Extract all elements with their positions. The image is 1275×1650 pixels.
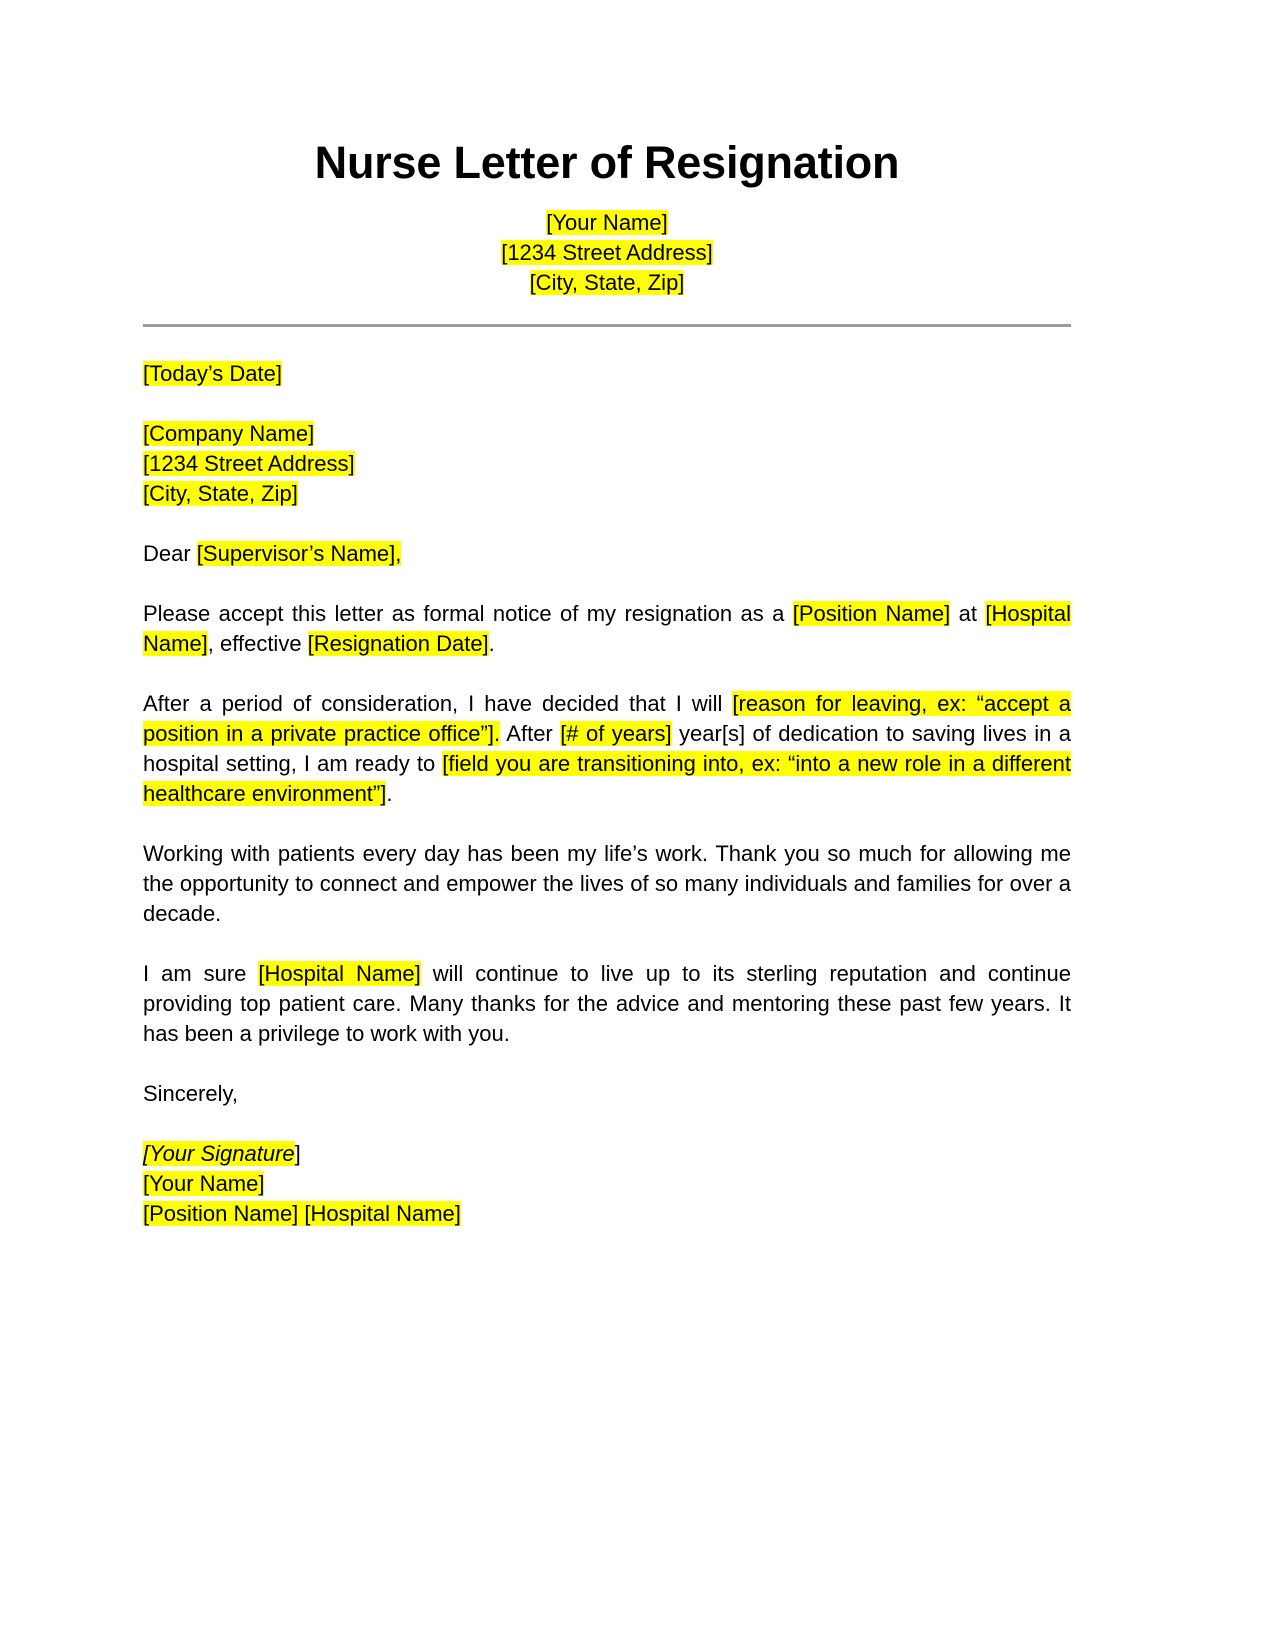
p4-hospital-name: [Hospital Name] — [258, 961, 421, 987]
spacer-after-date — [143, 389, 1071, 419]
p1-position-name: [Position Name] — [792, 601, 951, 627]
spacer-after-salutation — [143, 569, 1071, 599]
salutation-greeting: Dear — [143, 541, 197, 567]
spacer-after-recipient — [143, 509, 1071, 539]
spacer-after-paragraph-1 — [143, 659, 1071, 689]
sender-name-line — [143, 208, 1071, 238]
p1-resignation-date: [Resignation Date] — [307, 631, 489, 657]
recipient-company-line — [143, 419, 1071, 449]
p2-seg1: After a period of consideration, I have decided that I will — [143, 691, 733, 717]
todays-date: [Today’s Date] — [143, 361, 283, 387]
your-signature: [Your Signature — [143, 1141, 295, 1167]
recipient-company: [Company Name] — [143, 421, 315, 447]
salutation — [143, 539, 1071, 569]
p1-hospital-name: [Hospital Name] — [143, 601, 1071, 657]
paragraph-gratitude: Working with patients every day has been my life’s work. Thank you so much for allowing me the opportunity to connect and empower the lives of so many individuals and families for over a decade. — [143, 841, 1071, 927]
p4-seg1: I am sure — [143, 961, 259, 987]
p2-field-transitioning-into: [field you are transitioning into, ex: “into a new role in a different healthcare environment”] — [143, 751, 1071, 807]
sender-city-state-zip: [City, State, Zip] — [529, 270, 685, 296]
sign-off: Sincerely, — [143, 1081, 238, 1107]
spacer-after-paragraph-4 — [143, 1049, 1071, 1079]
p2-seg7: . — [386, 781, 393, 807]
p1-seg3: at — [950, 601, 986, 627]
date-block — [143, 359, 1071, 389]
sender-street: [1234 Street Address] — [501, 240, 713, 266]
recipient-street-line — [143, 449, 1071, 479]
sender-city-line — [143, 268, 1071, 298]
paragraph-closing-remarks — [143, 959, 1071, 1049]
paragraph-resignation-notice — [143, 599, 1071, 659]
signature-line — [143, 1139, 1071, 1169]
signature-closing-bracket: ] — [294, 1141, 301, 1167]
letter-body — [143, 327, 1071, 1229]
signer-position-line — [143, 1199, 1071, 1229]
sender-address-block — [143, 208, 1071, 298]
p1-seg7: . — [488, 631, 495, 657]
signer-name-line — [143, 1169, 1071, 1199]
p2-seg5: year[s] of dedication to saving lives in a hospital setting, I am ready to — [143, 721, 1071, 777]
p2-seg3: After — [500, 721, 561, 747]
sender-name: [Your Name] — [546, 210, 668, 236]
p4-seg3: will continue to live up to its sterling reputation and continue providing top patient care. Many thanks for the advice and mentoring these past few years. It has been a privilege to work with you. — [143, 961, 1072, 1047]
spacer-after-divider — [143, 327, 1071, 359]
page-title: Nurse Letter of Resignation — [314, 137, 900, 188]
signature-block — [143, 1139, 1071, 1229]
spacer-after-signoff — [143, 1109, 1071, 1139]
recipient-street: [1234 Street Address] — [143, 451, 355, 477]
spacer-after-paragraph-3 — [143, 929, 1071, 959]
p2-reason-for-leaving: [reason for leaving, ex: “accept a position in a private practice office”]. — [143, 691, 1072, 747]
paragraph-reason-for-leaving — [143, 689, 1071, 809]
letter-content — [143, 0, 1071, 1229]
recipient-city-state-zip: [City, State, Zip] — [143, 481, 298, 507]
signer-position-and-hospital: [Position Name] [Hospital Name] — [143, 1201, 461, 1227]
recipient-city-line — [143, 479, 1071, 509]
recipient-address-block — [143, 419, 1071, 509]
p1-seg5: , effective — [207, 631, 308, 657]
p2-number-of-years: [# of years] — [560, 721, 672, 747]
sender-street-line — [143, 238, 1071, 268]
spacer-after-paragraph-2 — [143, 809, 1071, 839]
p1-seg1: Please accept this letter as formal notice of my resignation as a — [143, 601, 793, 627]
signer-name: [Your Name] — [143, 1171, 265, 1197]
salutation-supervisor-name: [Supervisor’s Name], — [196, 541, 402, 567]
